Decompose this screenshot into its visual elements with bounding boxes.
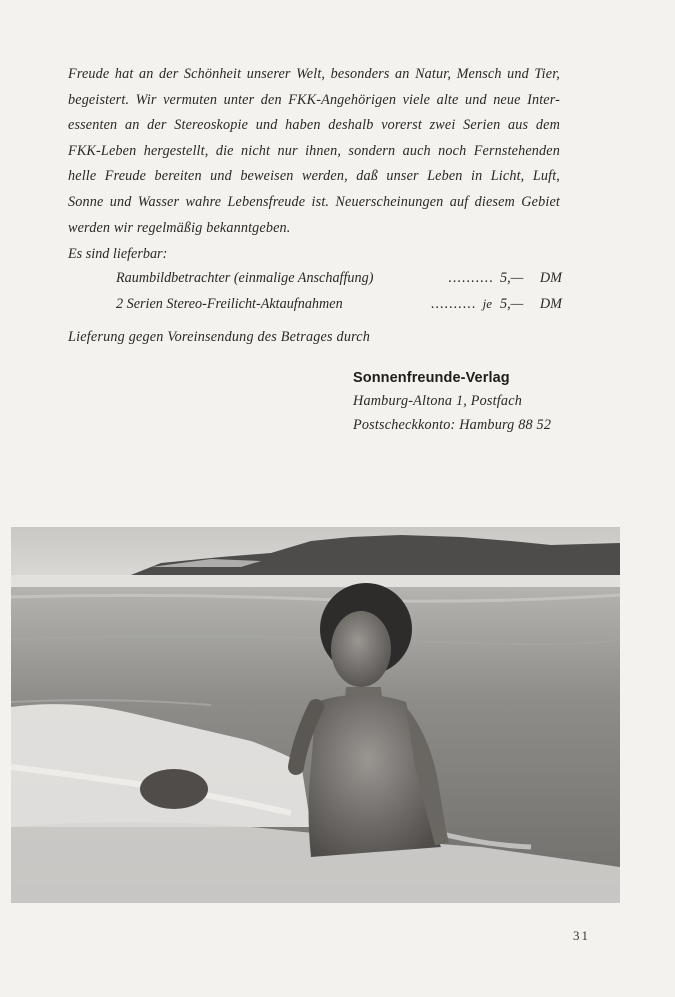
page-number: 31: [573, 928, 590, 943]
body-line: essenten an der Stereoskopie und haben deshalb vorerst zwei Serien aus dem: [68, 117, 560, 134]
price-list-item: [116, 296, 562, 313]
body-paragraph: [68, 62, 560, 241]
price-item-name: Raumbildbetrachter (einmalige Anschaffung): [116, 270, 374, 286]
beach-photo: [11, 527, 620, 903]
publisher-address: Hamburg-Altona 1, Postfach: [353, 393, 522, 409]
price-list-item: [116, 270, 562, 287]
delivery-note: Lieferung gegen Voreinsendung des Betrages durch: [68, 329, 371, 345]
publisher-account: Postscheckkonto: Hamburg 88 52: [353, 417, 552, 433]
price-qualifier: je: [482, 296, 492, 311]
price-currency: DM: [539, 270, 562, 286]
body-line: Sonne und Wasser wahre Lebensfreude ist. Neuerscheinungen auf diesem Gebiet: [68, 193, 560, 210]
price-amount: 5,—: [500, 270, 524, 286]
leader-dots: ..........: [431, 296, 477, 312]
body-line: helle Freude bereiten und beweisen werden, daß unser Leben in Licht, Luft,: [68, 168, 560, 185]
price-amount: 5,—: [500, 296, 524, 312]
publisher-name: Sonnenfreunde-Verlag: [353, 370, 510, 386]
body-line: Freude hat an der Schönheit unserer Welt, besonders an Natur, Mensch und Tier,: [68, 66, 560, 82]
body-line: werden wir regelmäßig bekanntgeben.: [68, 219, 291, 236]
body-line: FKK-Leben hergestellt, die nicht nur ihnen, sondern auch noch Fernstehenden: [68, 142, 560, 159]
publisher-block: [353, 370, 551, 434]
price-currency: DM: [539, 296, 562, 312]
price-item-name: 2 Serien Stereo-Freilicht-Aktaufnahmen: [116, 296, 343, 312]
body-line: begeistert. Wir vermuten unter den FKK-Angehörigen viele alte und neue Inter-: [68, 91, 560, 108]
available-heading: Es sind lieferbar:: [68, 246, 168, 262]
leader-dots: ..........: [448, 270, 494, 286]
